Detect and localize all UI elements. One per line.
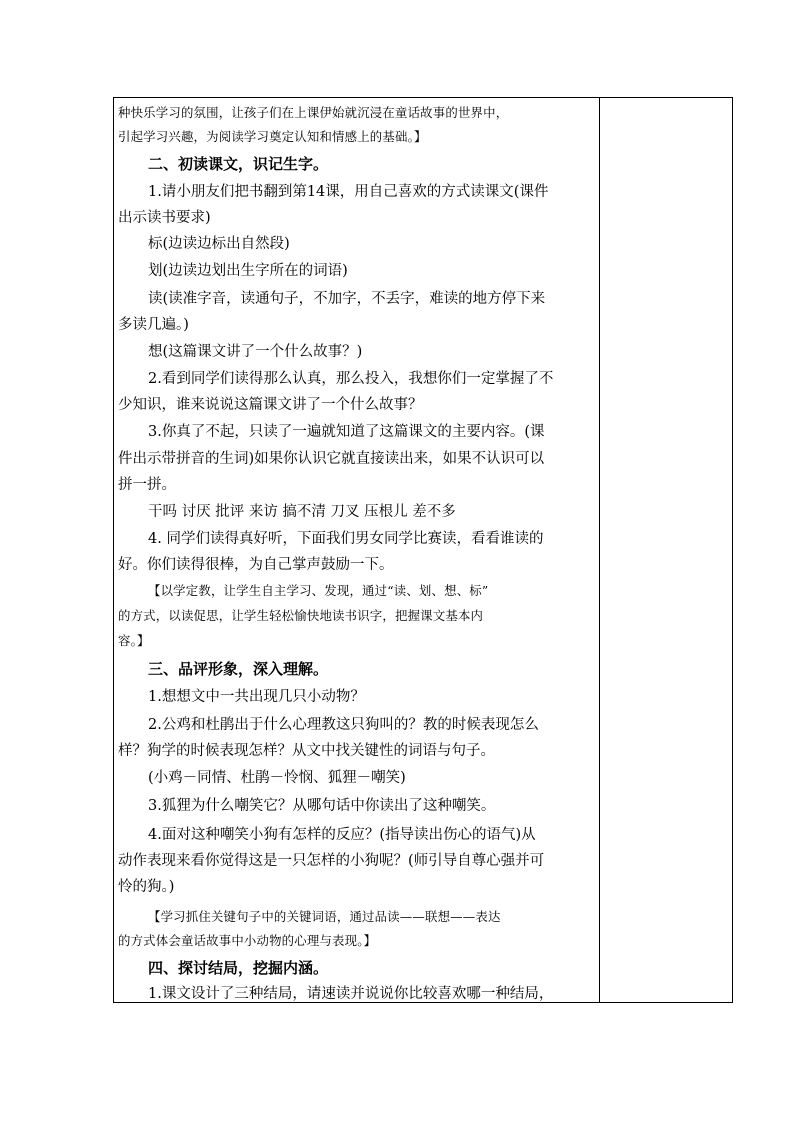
teaching-note-line: 种快乐学习的氛围，让孩子们在上课伊始就沉浸在童话故事的世界中， [118,105,509,120]
teaching-note-line: 引起学习兴趣，为阅读学习奠定认知和情感上的基础。】 [118,129,427,144]
text-line: 1.请小朋友们把书翻到第14课，用自己喜欢的方式读课文(课件 [148,184,549,200]
text-line: (小鸡－同情、杜鹃－怜悯、狐狸－嘲笑) [148,770,406,786]
section-heading: 三、品评形象，深入理解。 [148,660,329,678]
text-line: 2.看到同学们读得那么认真，那么投入，我想你们一定掌握了不 [148,371,554,387]
text-line: 2.公鸡和杜鹃出于什么心理教这只狗叫的？教的时候表现怎么 [148,717,539,733]
text-line: 4. 同学们读得真好听，下面我们男女同学比赛读，看看谁读的 [148,531,544,547]
section-heading: 四、探讨结局，挖掘内涵。 [148,959,329,977]
text-line: 动作表现来看你觉得这是一只怎样的小狗呢？(师引导自尊心强并可 [118,853,545,869]
text-line: 3.你真了不起，只读了一遍就知道了这篇课文的主要内容。(课 [148,424,545,440]
text-line: 想(这篇课文讲了一个什么故事？) [148,344,363,360]
text-line: 拼一拼。 [118,477,176,493]
text-line: 1.课文设计了三种结局，请速读并说说你比较喜欢哪一种结局， [148,986,554,1002]
text-line: 1.想想文中一共出现几只小动物？ [148,689,365,705]
text-line: 标(边读边标出自然段) [148,236,290,252]
text-line: 怜的狗。) [118,879,175,895]
text-line: 多读几遍。) [118,317,189,333]
text-line: 划(边读边划出生字所在的词语) [148,263,348,279]
text-line: 读(读准字音，读通句子，不加字，不丢字，难读的地方停下来 [148,291,546,307]
text-line: 3.狐狸为什么嘲笑它？从哪句话中你读出了这种嘲笑。 [148,798,496,814]
teaching-note-line: 【以学定教，让学生自主学习、发现，通过“读、划、想、标” [148,583,489,598]
section-heading: 二、初读课文，识记生字。 [148,155,329,173]
teaching-note-line: 容。】 [118,633,150,648]
teaching-note-line: 【学习抓住关键句子中的关键词语，通过品读——联想——表达 [148,909,501,924]
text-line: 干吗 讨厌 批评 来访 搞不清 刀叉 压根儿 差不多 [148,504,456,520]
text-line: 好。你们读得很棒，为自己掌声鼓励一下。 [118,557,394,573]
text-line: 出示读书要求) [118,210,211,226]
lesson-plan-table [113,97,733,1003]
teaching-note-line: 的方式体会童话故事中小动物的心理与表现。】 [118,933,377,948]
text-line: 4.面对这种嘲笑小狗有怎样的反应？(指导读出伤心的语气)从 [148,827,536,843]
text-line: 件出示带拼音的生词)如果你认识它就直接读出来，如果不认识可以 [118,451,545,467]
text-line: 少知识，谁来说说这篇课文讲了一个什么故事？ [118,397,423,413]
teaching-note-line: 的方式，以读促思，让学生轻松愉快地读书识字，把握课文基本内 [118,608,484,623]
text-line: 样？狗学的时候表现怎样？从文中找关键性的词语与句子。 [118,743,495,759]
column-divider [599,98,600,1002]
